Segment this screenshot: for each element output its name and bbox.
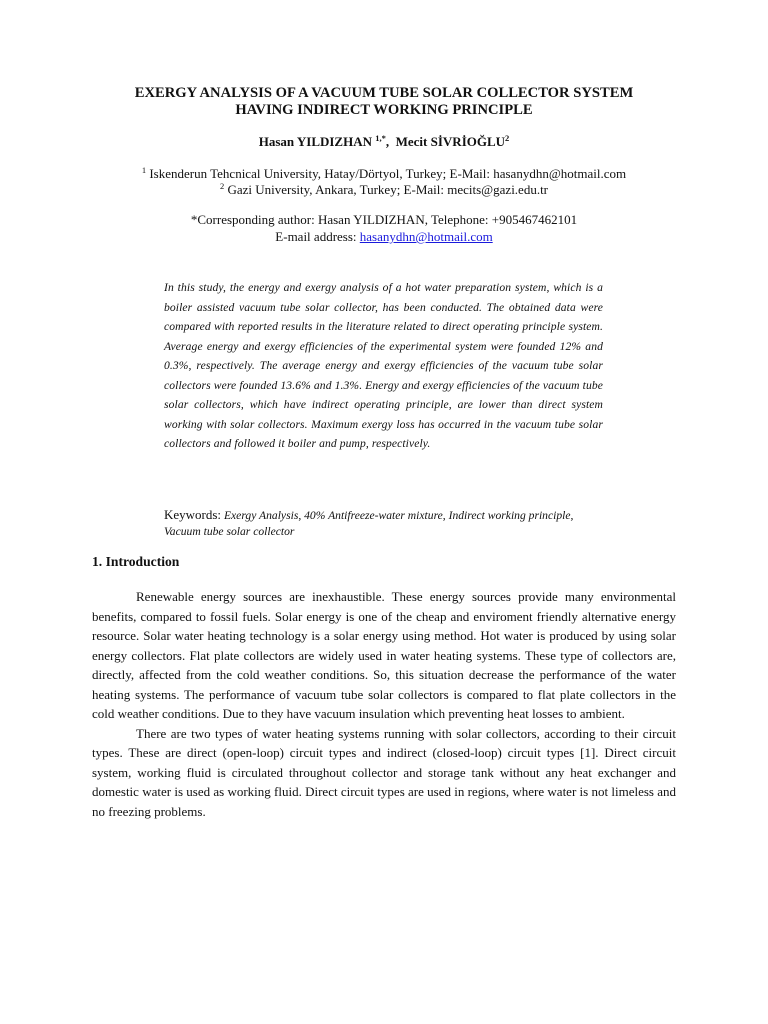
author-1-affiliation-mark: 1,* [375, 133, 386, 143]
title-line-1: EXERGY ANALYSIS OF A VACUUM TUBE SOLAR COLLECTOR SYSTEM [134, 85, 634, 101]
paragraph-2: There are two types of water heating systems running with solar collectors, according to their circuit types. These are direct (open-loop) circuit types and indirect (closed-loop) circuit types [1]. Direct circuit system, working fluid is circulated throughout collector and storage tank without any heat exchanger and domestic water is used as working fluid. Direct circuit types are used in regions, where water is not limeless and no freezing problems. [92, 725, 676, 819]
keywords-label: Keywords: [164, 507, 222, 522]
email-label: E-mail address: [275, 229, 357, 244]
abstract: In this study, the energy and exergy analysis of a hot water preparation system, which is a boiler assisted vacuum tube solar collector, has been conducted. The obtained data were compared with reported results in the literature related to direct operating principle system. Average energy and exergy efficiencies of the experimental system were founded 12% and 0.3%, respectively. The average energy and exergy efficiencies of the vacuum tube solar collectors were founded 13.6% and 1.3%. Energy and exergy efficiencies of the vacuum tube solar collectors, which have indirect operating principle, are lower than direct system working with solar collectors. Maximum exergy loss has occurred in the vacuum tube solar collectors and followed it boiler and pump, respectively. [164, 281, 603, 450]
affiliation-1-text: Iskenderun Tehcnical University, Hatay/Dörtyol, Turkey; E-Mail: hasanydhn@hotmail.com [149, 166, 627, 181]
affiliation-2-text: Gazi University, Ankara, Turkey; E-Mail: mecits@gazi.edu.tr [227, 182, 549, 197]
affiliation-1-mark: 1 [141, 165, 147, 175]
email-link[interactable]: hasanydhn@hotmail.com [359, 229, 493, 244]
author-1: Hasan YILDIZHAN [258, 134, 372, 149]
paragraph-1: Renewable energy sources are inexhaustible. These energy sources provide many environmental benefits, compared to fossil fuels. Solar energy is one of the cheap and enviroment friendly alternative energy resource. Solar water heating technology is a solar energy using method. Hot water is produced by using solar energy collectors. Flat plate collectors are widely used in water heating systems. These type of collectors are, directly, affected from the cold weather conditions. So, this situation decrease the performance of the water heating systems. The performance of vacuum tube solar collectors is compared to flat plate collectors in the cold weather conditions. Due to they have vacuum insulation which preventing heat losses to ambient. [92, 589, 676, 721]
keywords [164, 507, 603, 540]
section-heading: 1. Introduction [92, 554, 180, 569]
title-line-2: HAVING INDIRECT WORKING PRINCIPLE [235, 102, 533, 118]
corresponding-email-row [60, 229, 708, 245]
author-list [60, 134, 708, 150]
author-2-affiliation-mark: 2 [505, 133, 510, 143]
section-body [92, 587, 676, 821]
keywords-text: Exergy Analysis, 40% Antifreeze-water mixture, Indirect working principle, Vacuum tube solar collector [164, 509, 574, 538]
affiliation-1 [60, 166, 708, 182]
paper-title [60, 85, 708, 119]
author-separator: , [385, 134, 390, 149]
corresponding-author: *Corresponding author: Hasan YILDIZHAN, Telephone: +905467462101 [190, 212, 578, 227]
affiliation-2-mark: 2 [219, 181, 225, 191]
author-2: Mecit SİVRİOĞLU [395, 134, 506, 149]
affiliation-2 [60, 182, 708, 198]
